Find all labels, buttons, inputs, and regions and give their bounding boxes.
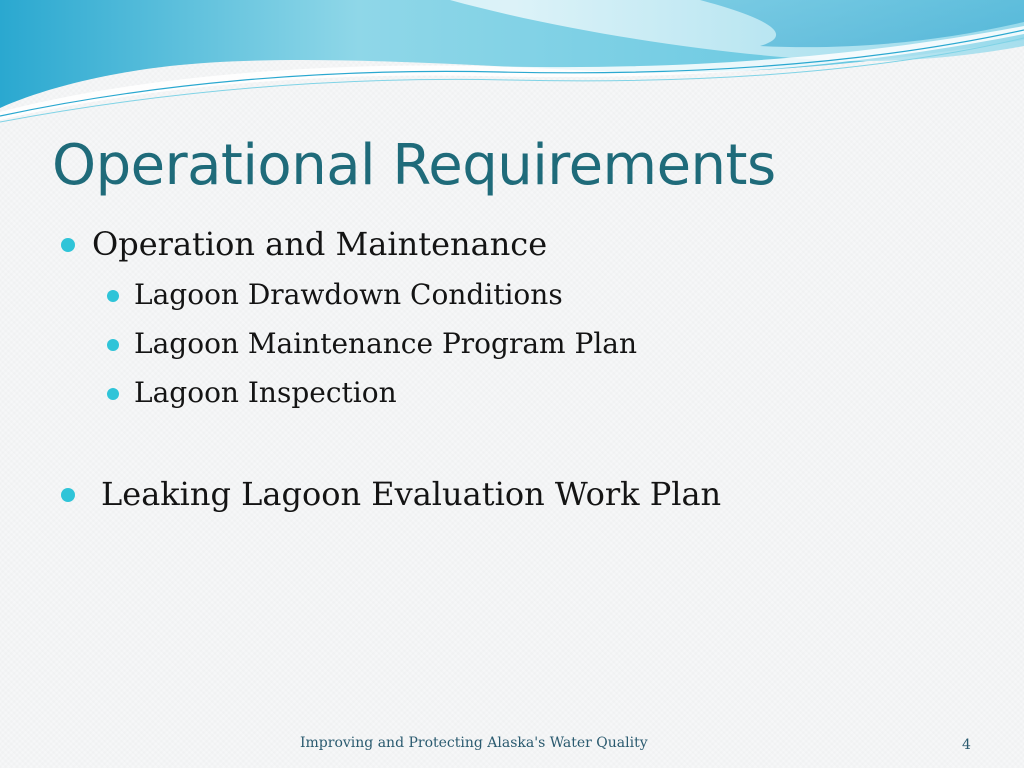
- bullet-dot-icon: [61, 488, 75, 502]
- bullet-item-lagoon-maintenance-program-plan: [134, 326, 637, 362]
- bullet-item-lagoon-inspection: [134, 375, 397, 411]
- bullet-text: Operation and Maintenance: [92, 225, 548, 263]
- bullet-text: Lagoon Drawdown Conditions: [134, 278, 563, 311]
- bullet-text: Leaking Lagoon Evaluation Work Plan: [101, 475, 722, 513]
- bullet-dot-icon: [107, 388, 119, 400]
- bullet-text: Lagoon Maintenance Program Plan: [134, 327, 638, 360]
- bullet-text: Lagoon Inspection: [134, 376, 397, 409]
- slide-title: Operational Requirements: [52, 133, 776, 198]
- bullet-dot-icon: [107, 290, 119, 302]
- bullet-item-lagoon-drawdown-conditions: [134, 277, 563, 313]
- bullet-item-operation-and-maintenance: [92, 224, 547, 264]
- footer-text: Improving and Protecting Alaska's Water Quality: [300, 735, 648, 751]
- bullet-item-leaking-lagoon-evaluation-work-plan: [101, 474, 721, 514]
- page-number: 4: [962, 737, 971, 753]
- bullet-dot-icon: [61, 238, 75, 252]
- bullet-dot-icon: [107, 339, 119, 351]
